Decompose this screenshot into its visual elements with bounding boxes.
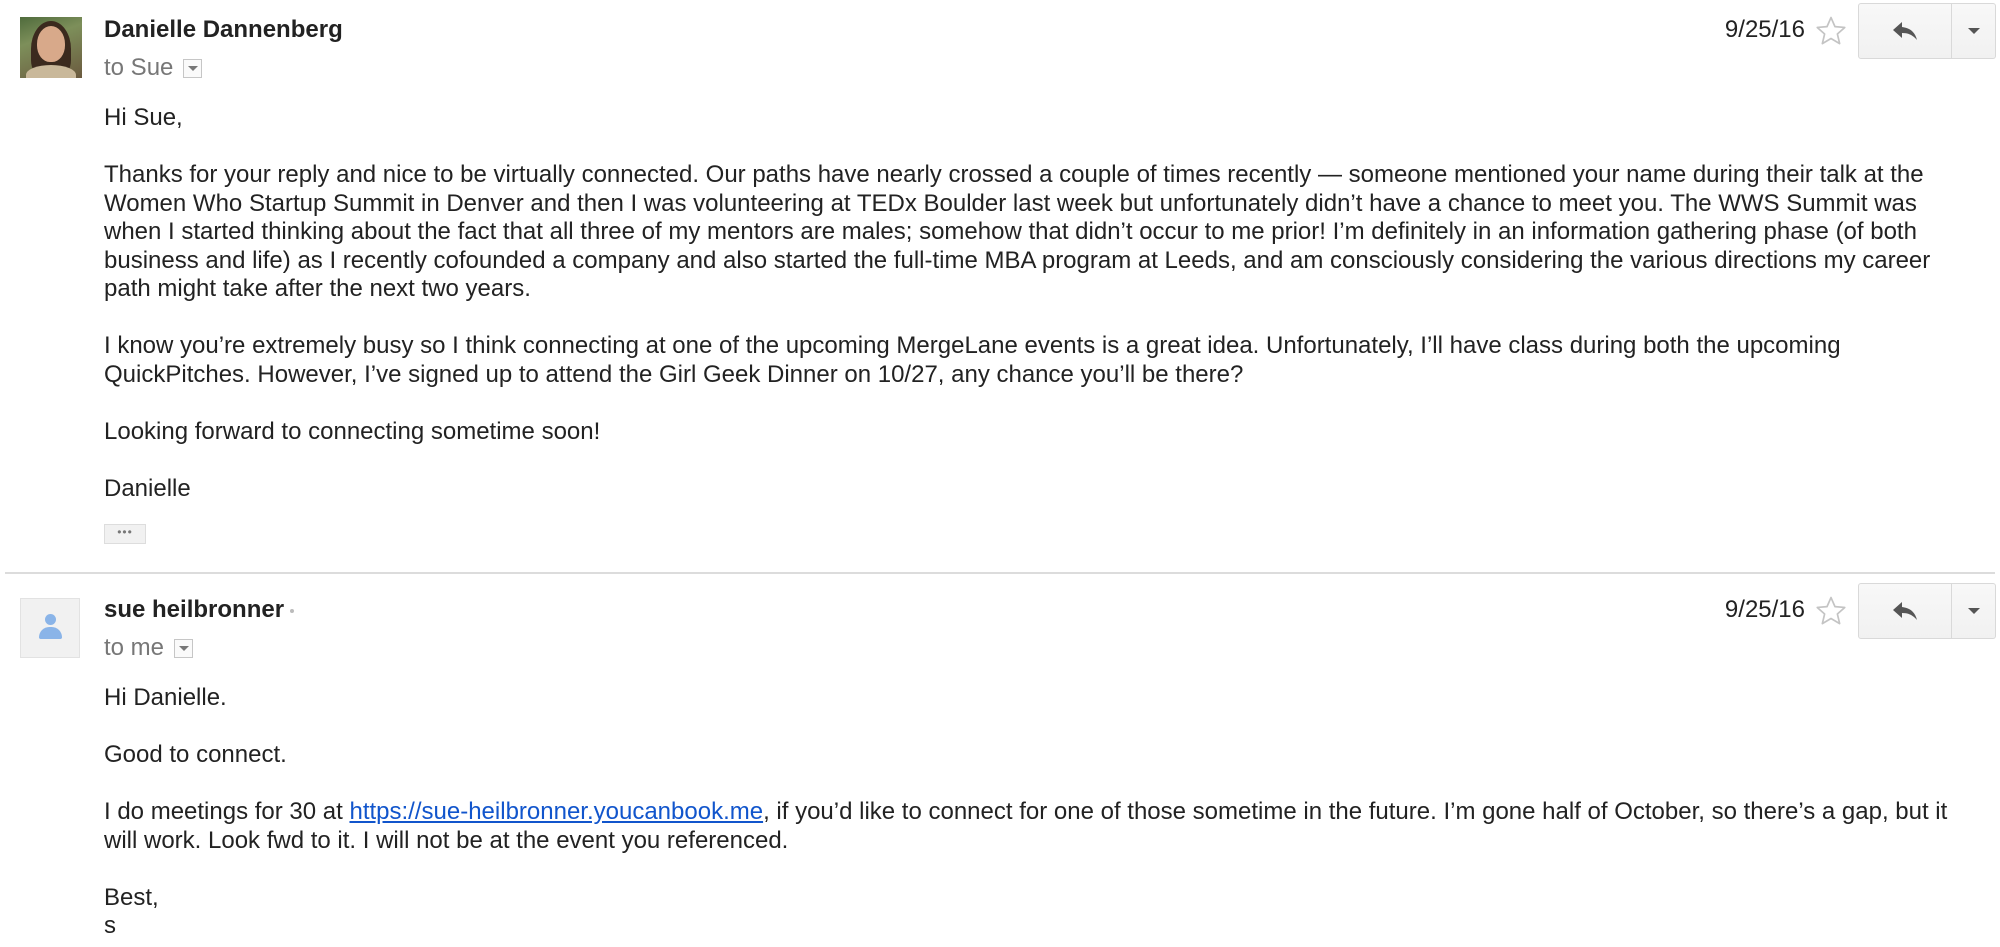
booking-link[interactable]: https://sue-heilbronner.youcanbook.me (349, 798, 764, 825)
star-icon[interactable] (1814, 594, 1848, 628)
sender-avatar[interactable] (20, 17, 82, 78)
sender-name-text: sue heilbronner (104, 596, 285, 623)
message-body (104, 684, 1964, 941)
message-body (104, 104, 1964, 503)
reply-icon (1892, 601, 1918, 621)
recipient-line (104, 634, 193, 662)
greeting: Hi Danielle. (104, 684, 227, 711)
reply-button-group (1858, 3, 1996, 59)
show-details-icon[interactable] (183, 59, 202, 78)
body-paragraph: Good to connect. (104, 741, 287, 768)
reply-button[interactable] (1858, 3, 1952, 59)
greeting: Hi Sue, (104, 104, 183, 131)
recipient-line (104, 54, 202, 82)
body-paragraph: Thanks for your reply and nice to be virtually connected. Our paths have nearly crossed a couple of times recently — someone mentioned your name during their talk at the Women Who Startup Summit in Denver and then I was volunteering at TEDx Boulder last week but unfortunately didn’t have a chance to meet you. The WWS Summit was when I started thinking about the fact that all three of my mentors are males; somehow that didn’t occur to me prior! I’m definitely in an information gathering phase (of both business and life) as I recently cofounded a company and also started the full-time MBA program at Leeds, and am consciously considering the various directions my career path might take after the next two years. (104, 161, 1931, 302)
star-icon[interactable] (1814, 14, 1848, 48)
show-trimmed-content-button[interactable]: ••• (104, 524, 146, 544)
sender-name[interactable] (104, 596, 294, 624)
more-options-button[interactable] (1952, 3, 1996, 59)
recipient-label: to me (104, 634, 165, 661)
chevron-down-icon (1968, 28, 1980, 34)
paragraph-text: , if you’d like to connect for one of those sometime in the future. I’m gone half of October, so there’s a gap, but it will work. Look fwd to it. I will not be at the event you referenced. (104, 798, 1948, 854)
signoff: Danielle (104, 474, 191, 502)
reply-button-group (1858, 583, 1996, 639)
closing: Best, (104, 883, 159, 911)
recipient-label: to Sue (104, 54, 174, 81)
sender-name[interactable]: Danielle Dannenberg (104, 16, 343, 43)
reply-icon (1892, 21, 1918, 41)
message-sue (0, 580, 2000, 947)
presence-dot (290, 609, 294, 613)
signature: s (104, 912, 116, 939)
reply-button[interactable] (1858, 583, 1952, 639)
body-paragraph: Looking forward to connecting sometime soon! (104, 417, 601, 445)
message-date[interactable]: 9/25/16 (1724, 16, 1805, 43)
body-paragraph (104, 798, 1964, 855)
default-avatar-icon[interactable] (20, 598, 80, 658)
body-paragraph: I know you’re extremely busy so I think connecting at one of the upcoming MergeLane events is a great idea. Unfortunately, I’ll have class during both the upcoming QuickPitches. However, I’ve signed up to attend the Girl Geek Dinner on 10/27, any chance you’ll be there? (104, 332, 1841, 388)
chevron-down-icon (1968, 608, 1980, 614)
message-date[interactable]: 9/25/16 (1724, 596, 1805, 623)
message-divider (5, 572, 1995, 574)
paragraph-text: I do meetings for 30 at (104, 798, 350, 825)
more-options-button[interactable] (1952, 583, 1996, 639)
show-details-icon[interactable] (174, 639, 193, 658)
